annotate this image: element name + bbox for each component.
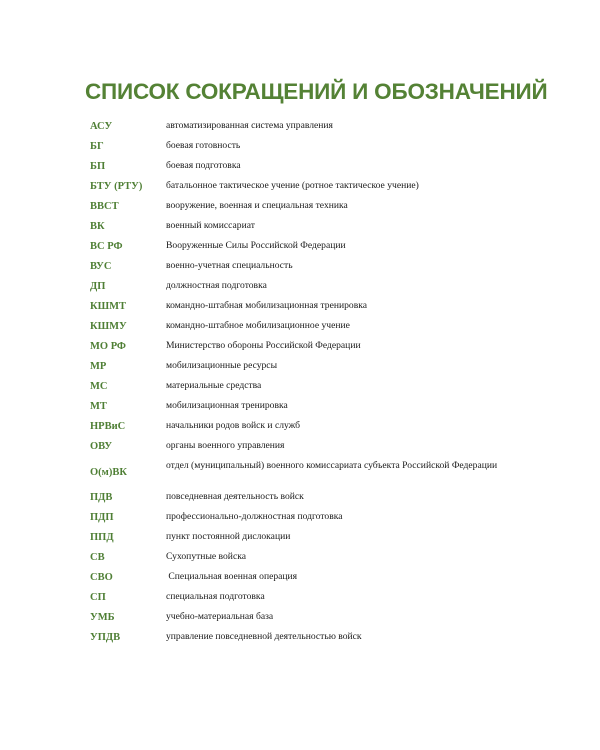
abbreviation: МР xyxy=(90,361,107,372)
abbreviation: КШМТ xyxy=(90,301,127,312)
abbreviation: ОВУ xyxy=(90,441,113,452)
abbreviation: О(м)ВК xyxy=(90,467,127,478)
abbreviation: ВС РФ xyxy=(90,241,123,252)
abbreviation: МС xyxy=(90,381,108,392)
abbreviation: БП xyxy=(90,161,106,172)
abbreviation-meaning: Министерство обороны Российской Федерации xyxy=(166,340,361,351)
abbreviation-meaning: управление повседневной деятельностью войск xyxy=(166,631,362,642)
abbreviation: УМБ xyxy=(90,612,115,623)
abbreviation: СВ xyxy=(90,552,105,563)
abbreviation: УПДВ xyxy=(90,632,121,643)
abbreviation: БТУ (РТУ) xyxy=(90,181,143,192)
abbreviation-meaning: Специальная военная операция xyxy=(166,571,298,582)
abbreviation-meaning: профессионально-должностная подготовка xyxy=(166,511,343,522)
abbreviation-meaning: Сухопутные войска xyxy=(166,551,246,562)
abbreviation: ВВСТ xyxy=(90,201,119,212)
abbreviation: ДП xyxy=(90,281,106,292)
abbreviation-meaning: учебно-материальная база xyxy=(166,611,274,622)
abbreviation-meaning: мобилизационные ресурсы xyxy=(166,360,278,371)
abbreviation-meaning: боевая готовность xyxy=(166,140,241,151)
abbreviation: МТ xyxy=(90,401,107,412)
abbreviation: НРВиС xyxy=(90,421,126,432)
abbreviation-meaning: отдел (муниципальный) военного комиссариата субъекта Российской Федерации xyxy=(166,460,498,471)
abbreviation-meaning: командно-штабная мобилизационная тренировка xyxy=(166,300,368,311)
abbreviation-meaning: боевая подготовка xyxy=(166,160,241,171)
abbreviation: БГ xyxy=(90,141,104,152)
page-title: СПИСОК СОКРАЩЕНИЙ И ОБОЗНАЧЕНИЙ xyxy=(85,79,548,104)
abbreviation-meaning: командно-штабное мобилизационное учение xyxy=(166,320,350,331)
abbreviation-meaning: специальная подготовка xyxy=(166,591,265,602)
abbreviation: ПДП xyxy=(90,512,114,523)
abbreviation-meaning: Вооруженные Силы Российской Федерации xyxy=(166,240,346,251)
abbreviation: СП xyxy=(90,592,106,603)
abbreviation: ВУС xyxy=(90,261,112,272)
abbreviation: МО РФ xyxy=(90,341,126,352)
abbreviation: АСУ xyxy=(90,121,113,132)
abbreviation-meaning: автоматизированная система управления xyxy=(166,120,333,131)
abbreviation: ППД xyxy=(90,532,114,543)
abbreviation: ПДВ xyxy=(90,492,113,503)
abbreviation-meaning: органы военного управления xyxy=(166,440,285,451)
abbreviation: КШМУ xyxy=(90,321,127,332)
abbreviation-meaning: должностная подготовка xyxy=(166,280,267,291)
abbreviation-meaning: начальники родов войск и служб xyxy=(166,420,301,431)
abbreviation: СВО xyxy=(90,572,113,583)
abbreviation-meaning: повседневная деятельность войск xyxy=(166,491,304,502)
abbreviation-meaning: батальонное тактическое учение (ротное тактическое учение) xyxy=(166,180,419,191)
abbreviation-meaning: военный комиссариат xyxy=(166,220,255,231)
abbreviation-meaning: пункт постоянной дислокации xyxy=(166,531,291,542)
abbreviation-meaning: военно-учетная специальность xyxy=(166,260,293,271)
abbreviation-meaning: вооружение, военная и специальная техника xyxy=(166,200,348,211)
abbreviation: ВК xyxy=(90,221,105,232)
abbreviation-meaning: материальные средства xyxy=(166,380,262,391)
abbreviation-meaning: мобилизационная тренировка xyxy=(166,400,288,411)
